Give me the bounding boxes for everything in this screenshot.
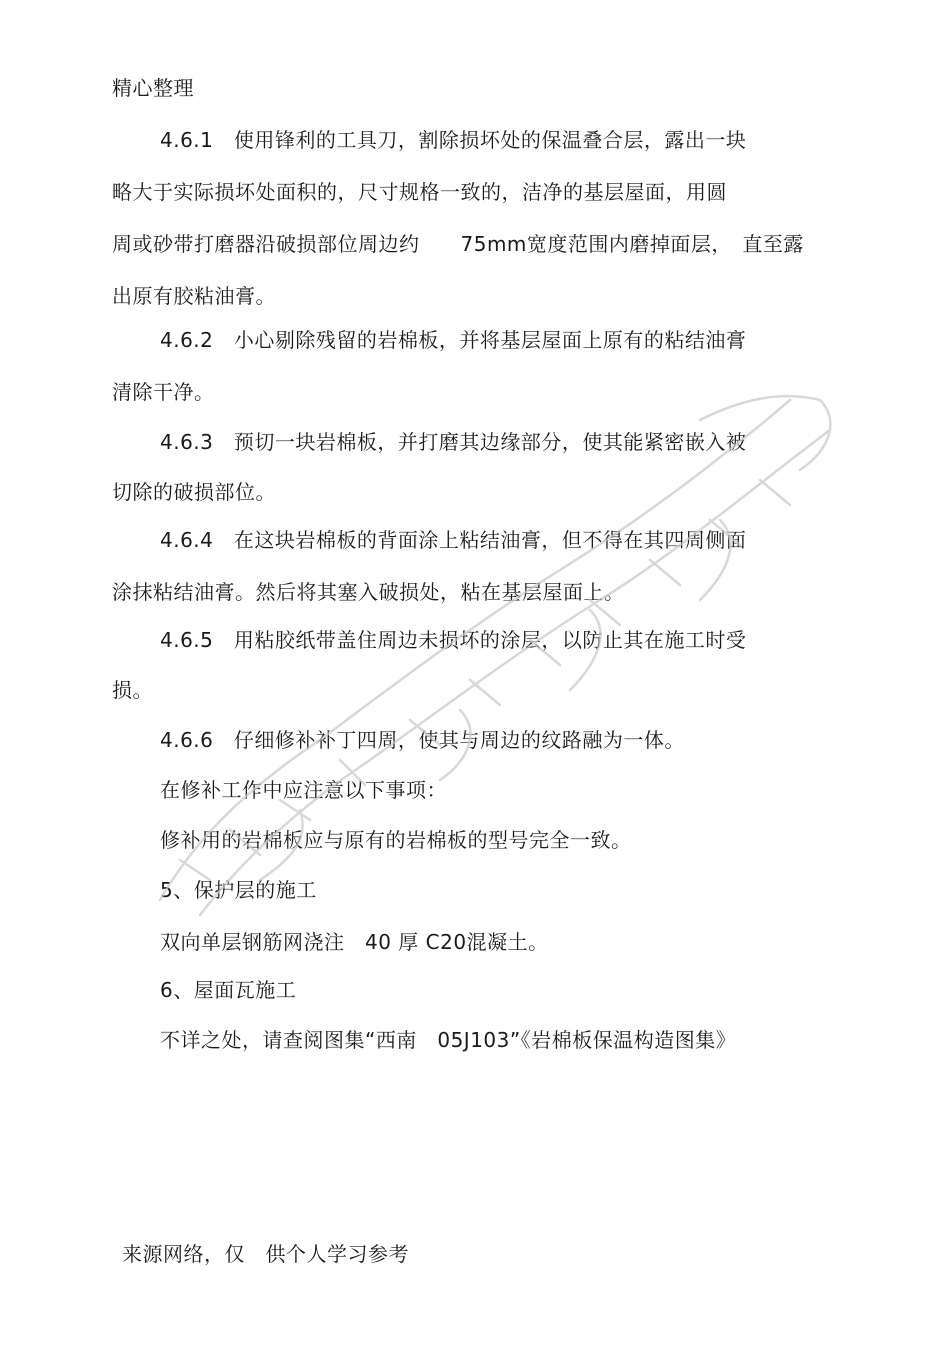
paragraph-4-6-2-line-2: 清除干净。 <box>112 380 215 404</box>
paragraph-4-6-2-line-1: 4.6.2 小心剔除残留的岩棉板，并将基层屋面上原有的粘结油膏 <box>160 328 747 352</box>
section-6-heading: 6、屋面瓦施工 <box>160 978 297 1002</box>
notes-intro: 在修补工作中应注意以下事项： <box>160 778 447 802</box>
section-5-heading: 5、保护层的施工 <box>160 878 317 902</box>
page-footer: 来源网络，仅 供个人学习参考 <box>122 1242 409 1266</box>
paragraph-4-6-6: 4.6.6 仔细修补补丁四周，使其与周边的纹路融为一体。 <box>160 728 685 752</box>
reference-note: 不详之处，请查阅图集“西南 05J103”《岩棉板保温构造图集》 <box>160 1028 737 1052</box>
paragraph-4-6-3-line-2: 切除的破损部位。 <box>112 480 276 504</box>
paragraph-4-6-1-line-3: 周或砂带打磨器沿破损部位周边约 75mm宽度范围内磨掉面层， 直至露 <box>112 232 804 256</box>
paragraph-4-6-1-line-4: 出原有胶粘油膏。 <box>112 284 276 308</box>
section-5-text: 双向单层钢筋网浇注 40 厚 C20混凝土。 <box>160 930 549 954</box>
paragraph-4-6-3-line-1: 4.6.3 预切一块岩棉板，并打磨其边缘部分，使其能紧密嵌入被 <box>160 430 747 454</box>
paragraph-4-6-4-line-2: 涂抹粘结油膏。然后将其塞入破损处，粘在基层屋面上。 <box>112 580 625 604</box>
page-header: 精心整理 <box>112 76 194 100</box>
paragraph-4-6-4-line-1: 4.6.4 在这块岩棉板的背面涂上粘结油膏，但不得在其四周侧面 <box>160 528 747 552</box>
paragraph-4-6-1-line-2: 略大于实际损坏处面积的，尺寸规格一致的，洁净的基层屋面，用圆 <box>112 180 727 204</box>
paragraph-4-6-5-line-2: 损。 <box>112 678 153 702</box>
paragraph-4-6-1-line-1: 4.6.1 使用锋利的工具刀，割除损坏处的保温叠合层，露出一块 <box>160 128 747 152</box>
note-item: 修补用的岩棉板应与原有的岩棉板的型号完全一致。 <box>160 828 632 852</box>
paragraph-4-6-5-line-1: 4.6.5 用粘胶纸带盖住周边未损坏的涂层，以防止其在施工时受 <box>160 628 747 652</box>
